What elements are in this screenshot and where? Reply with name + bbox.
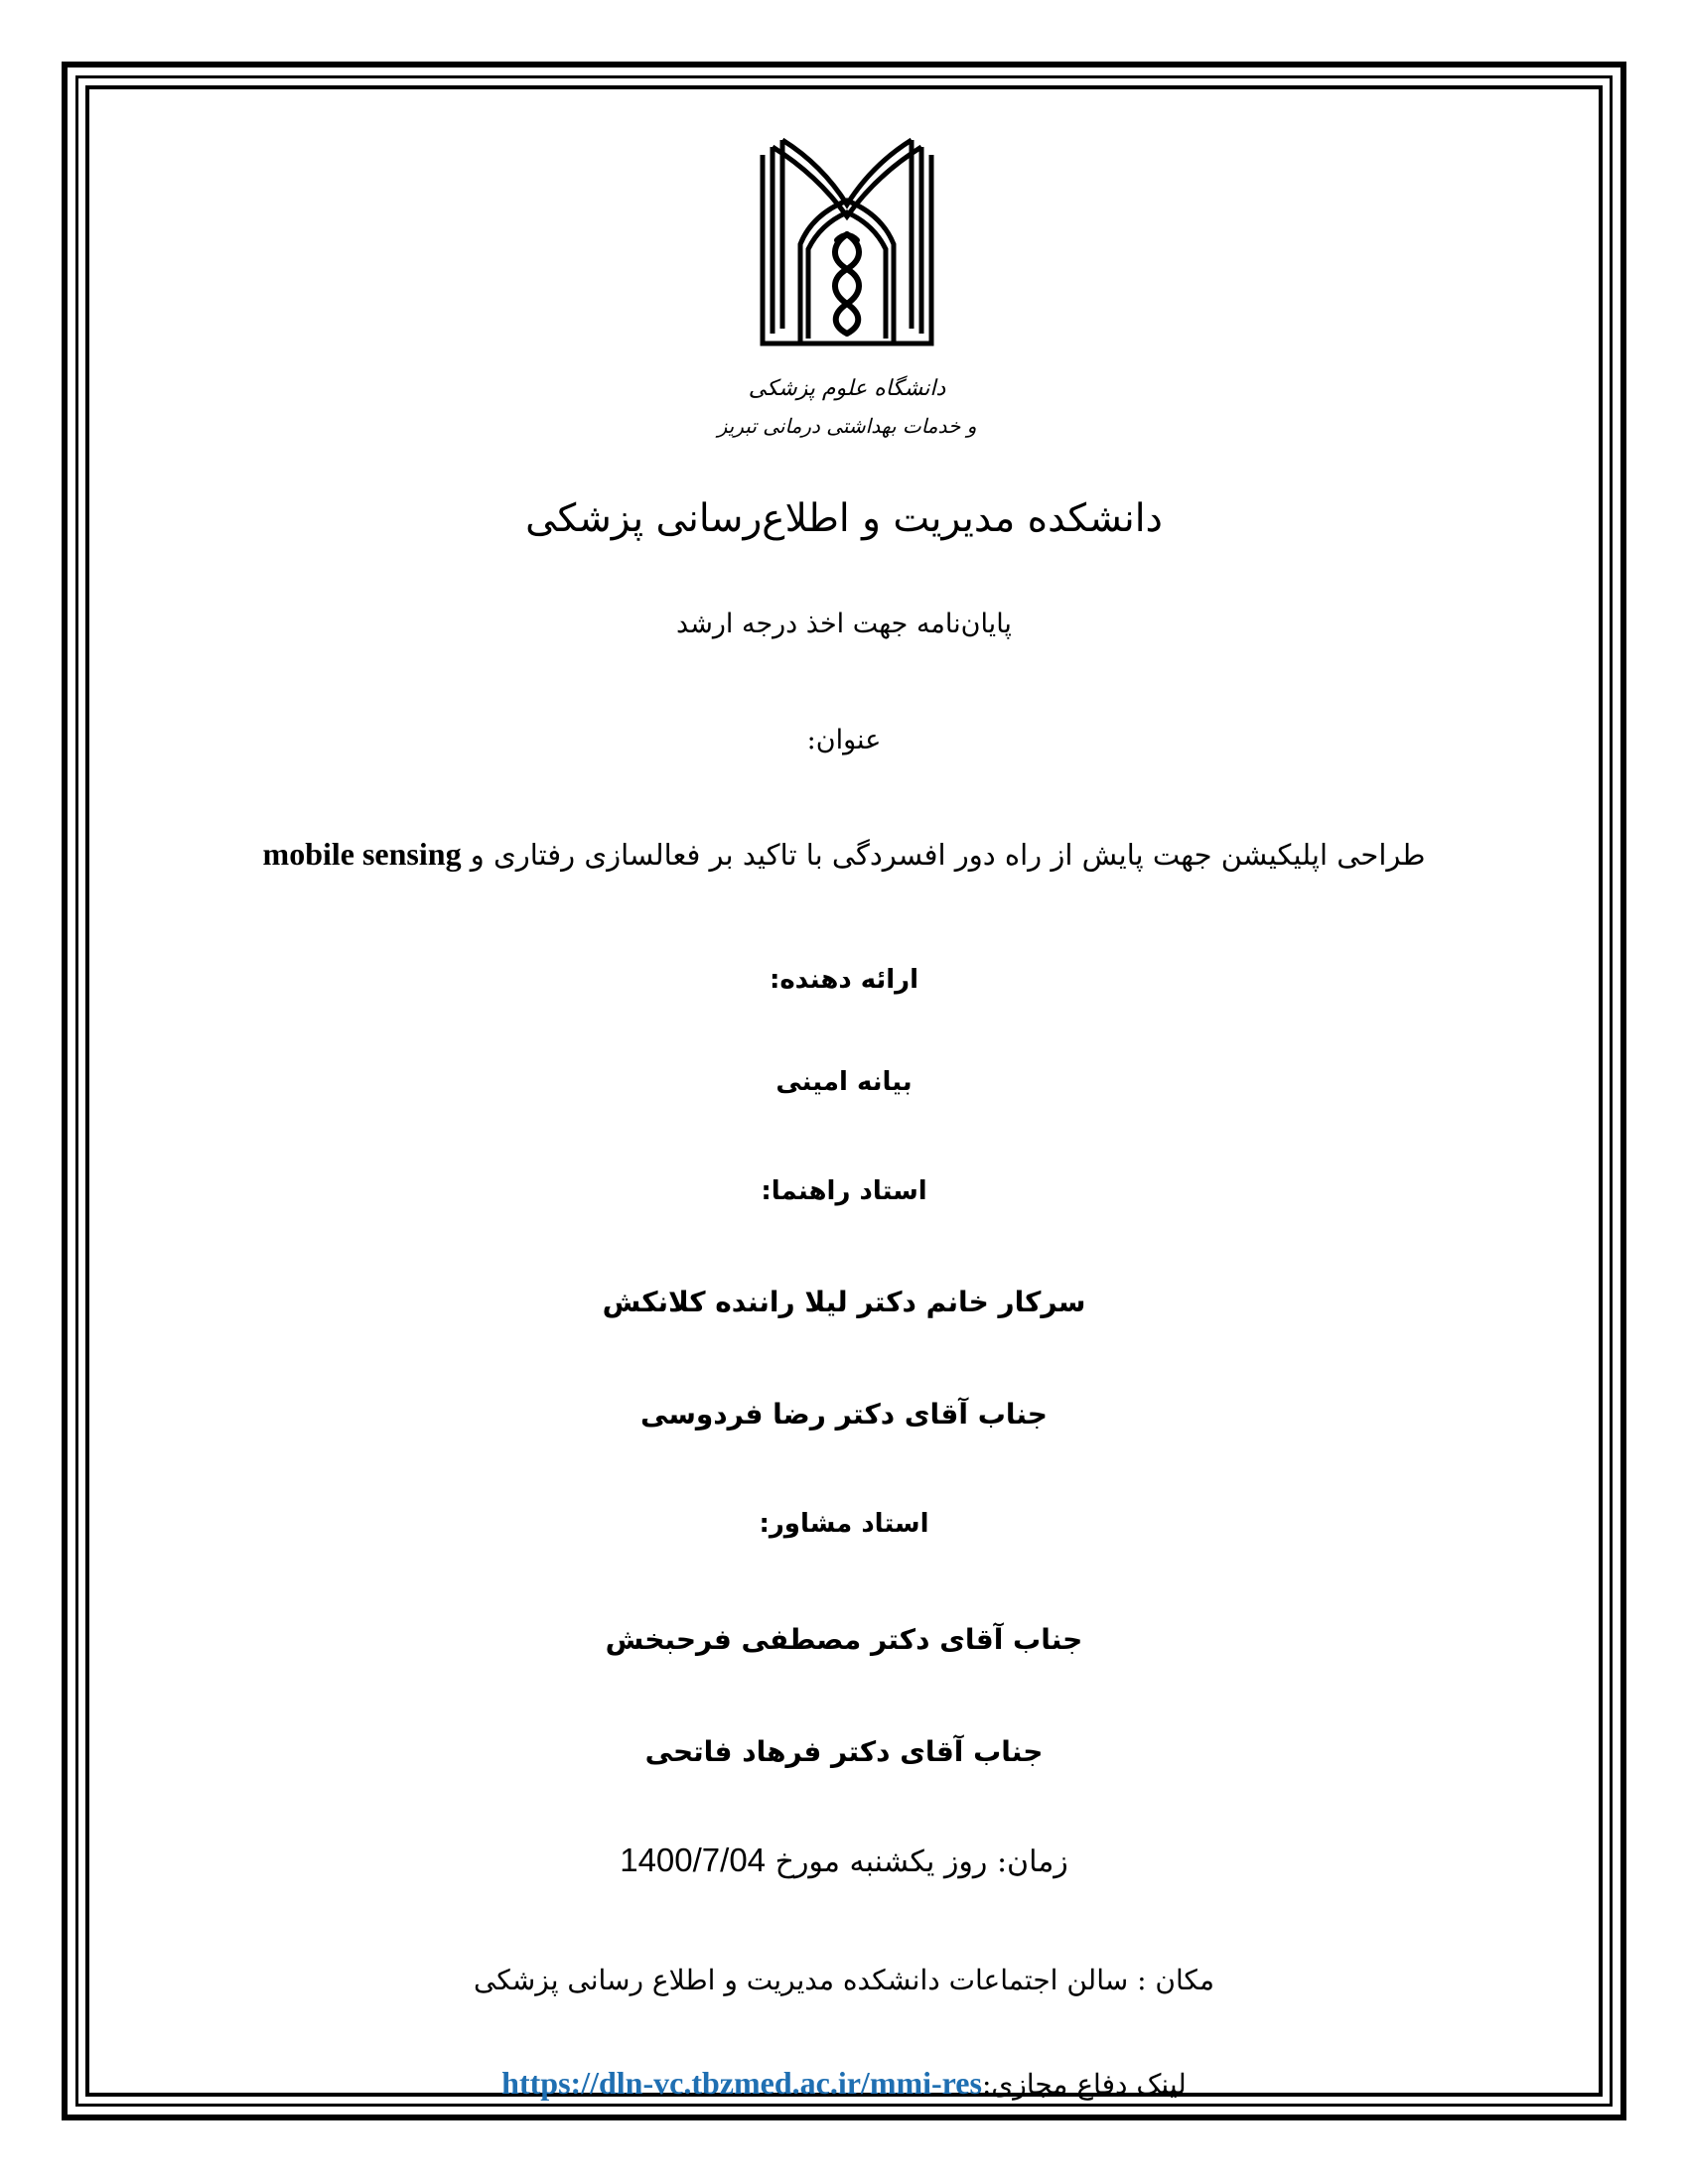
advisor-label: استاد مشاور: — [759, 1509, 929, 1539]
title-label: عنوان: — [806, 725, 882, 755]
time-label: زمان: روز یکشنبه مورخ — [774, 1844, 1068, 1879]
logo-caption-line2: و خدمات بهداشتی درمانی تبریز — [717, 414, 977, 438]
university-logo — [717, 135, 977, 453]
supervisor-label: استاد راهنما: — [761, 1176, 927, 1206]
logo-caption-line1: دانشگاه علوم پزشکی — [748, 376, 946, 401]
defense-link — [89, 2065, 1599, 2102]
document-page — [89, 89, 1599, 2101]
time-date: 1400/7/04 — [620, 1842, 767, 1878]
link-label: لینک دفاع مجازی: — [981, 2068, 1187, 2101]
presenter-label: ارائه دهنده: — [769, 965, 919, 995]
degree-line: پایان‌نامه جهت اخذ درجه ارشد — [676, 609, 1012, 639]
thesis-title-en: mobile sensing — [262, 836, 462, 872]
defense-place: مکان : سالن اجتماعات دانشکده مدیریت و اطلاع رسانی پزشکی — [473, 1964, 1214, 1996]
thesis-title-fa: طراحی اپلیکیشن جهت پایش از راه دور افسردگی با تاکید بر فعالسازی رفتاری و — [470, 838, 1426, 872]
university-emblem-icon — [717, 135, 977, 453]
advisor-name: جناب آقای دکتر مصطفی فرحبخش — [605, 1623, 1083, 1656]
supervisor-name: جناب آقای دکتر رضا فردوسی — [640, 1398, 1048, 1431]
thesis-title — [89, 836, 1599, 873]
supervisor-name: سرکار خانم دکتر لیلا راننده کلانکش — [602, 1286, 1086, 1318]
presenter-name: بیانه امینی — [775, 1067, 913, 1097]
defense-time — [89, 1842, 1599, 1879]
advisor-name: جناب آقای دکتر فرهاد فاتحی — [644, 1735, 1044, 1768]
faculty-name: دانشکده مدیریت و اطلاع‌رسانی پزشکی — [525, 496, 1163, 541]
defense-url-link[interactable]: https://dln-vc.tbzmed.ac.ir/mmi-res — [501, 2065, 982, 2101]
